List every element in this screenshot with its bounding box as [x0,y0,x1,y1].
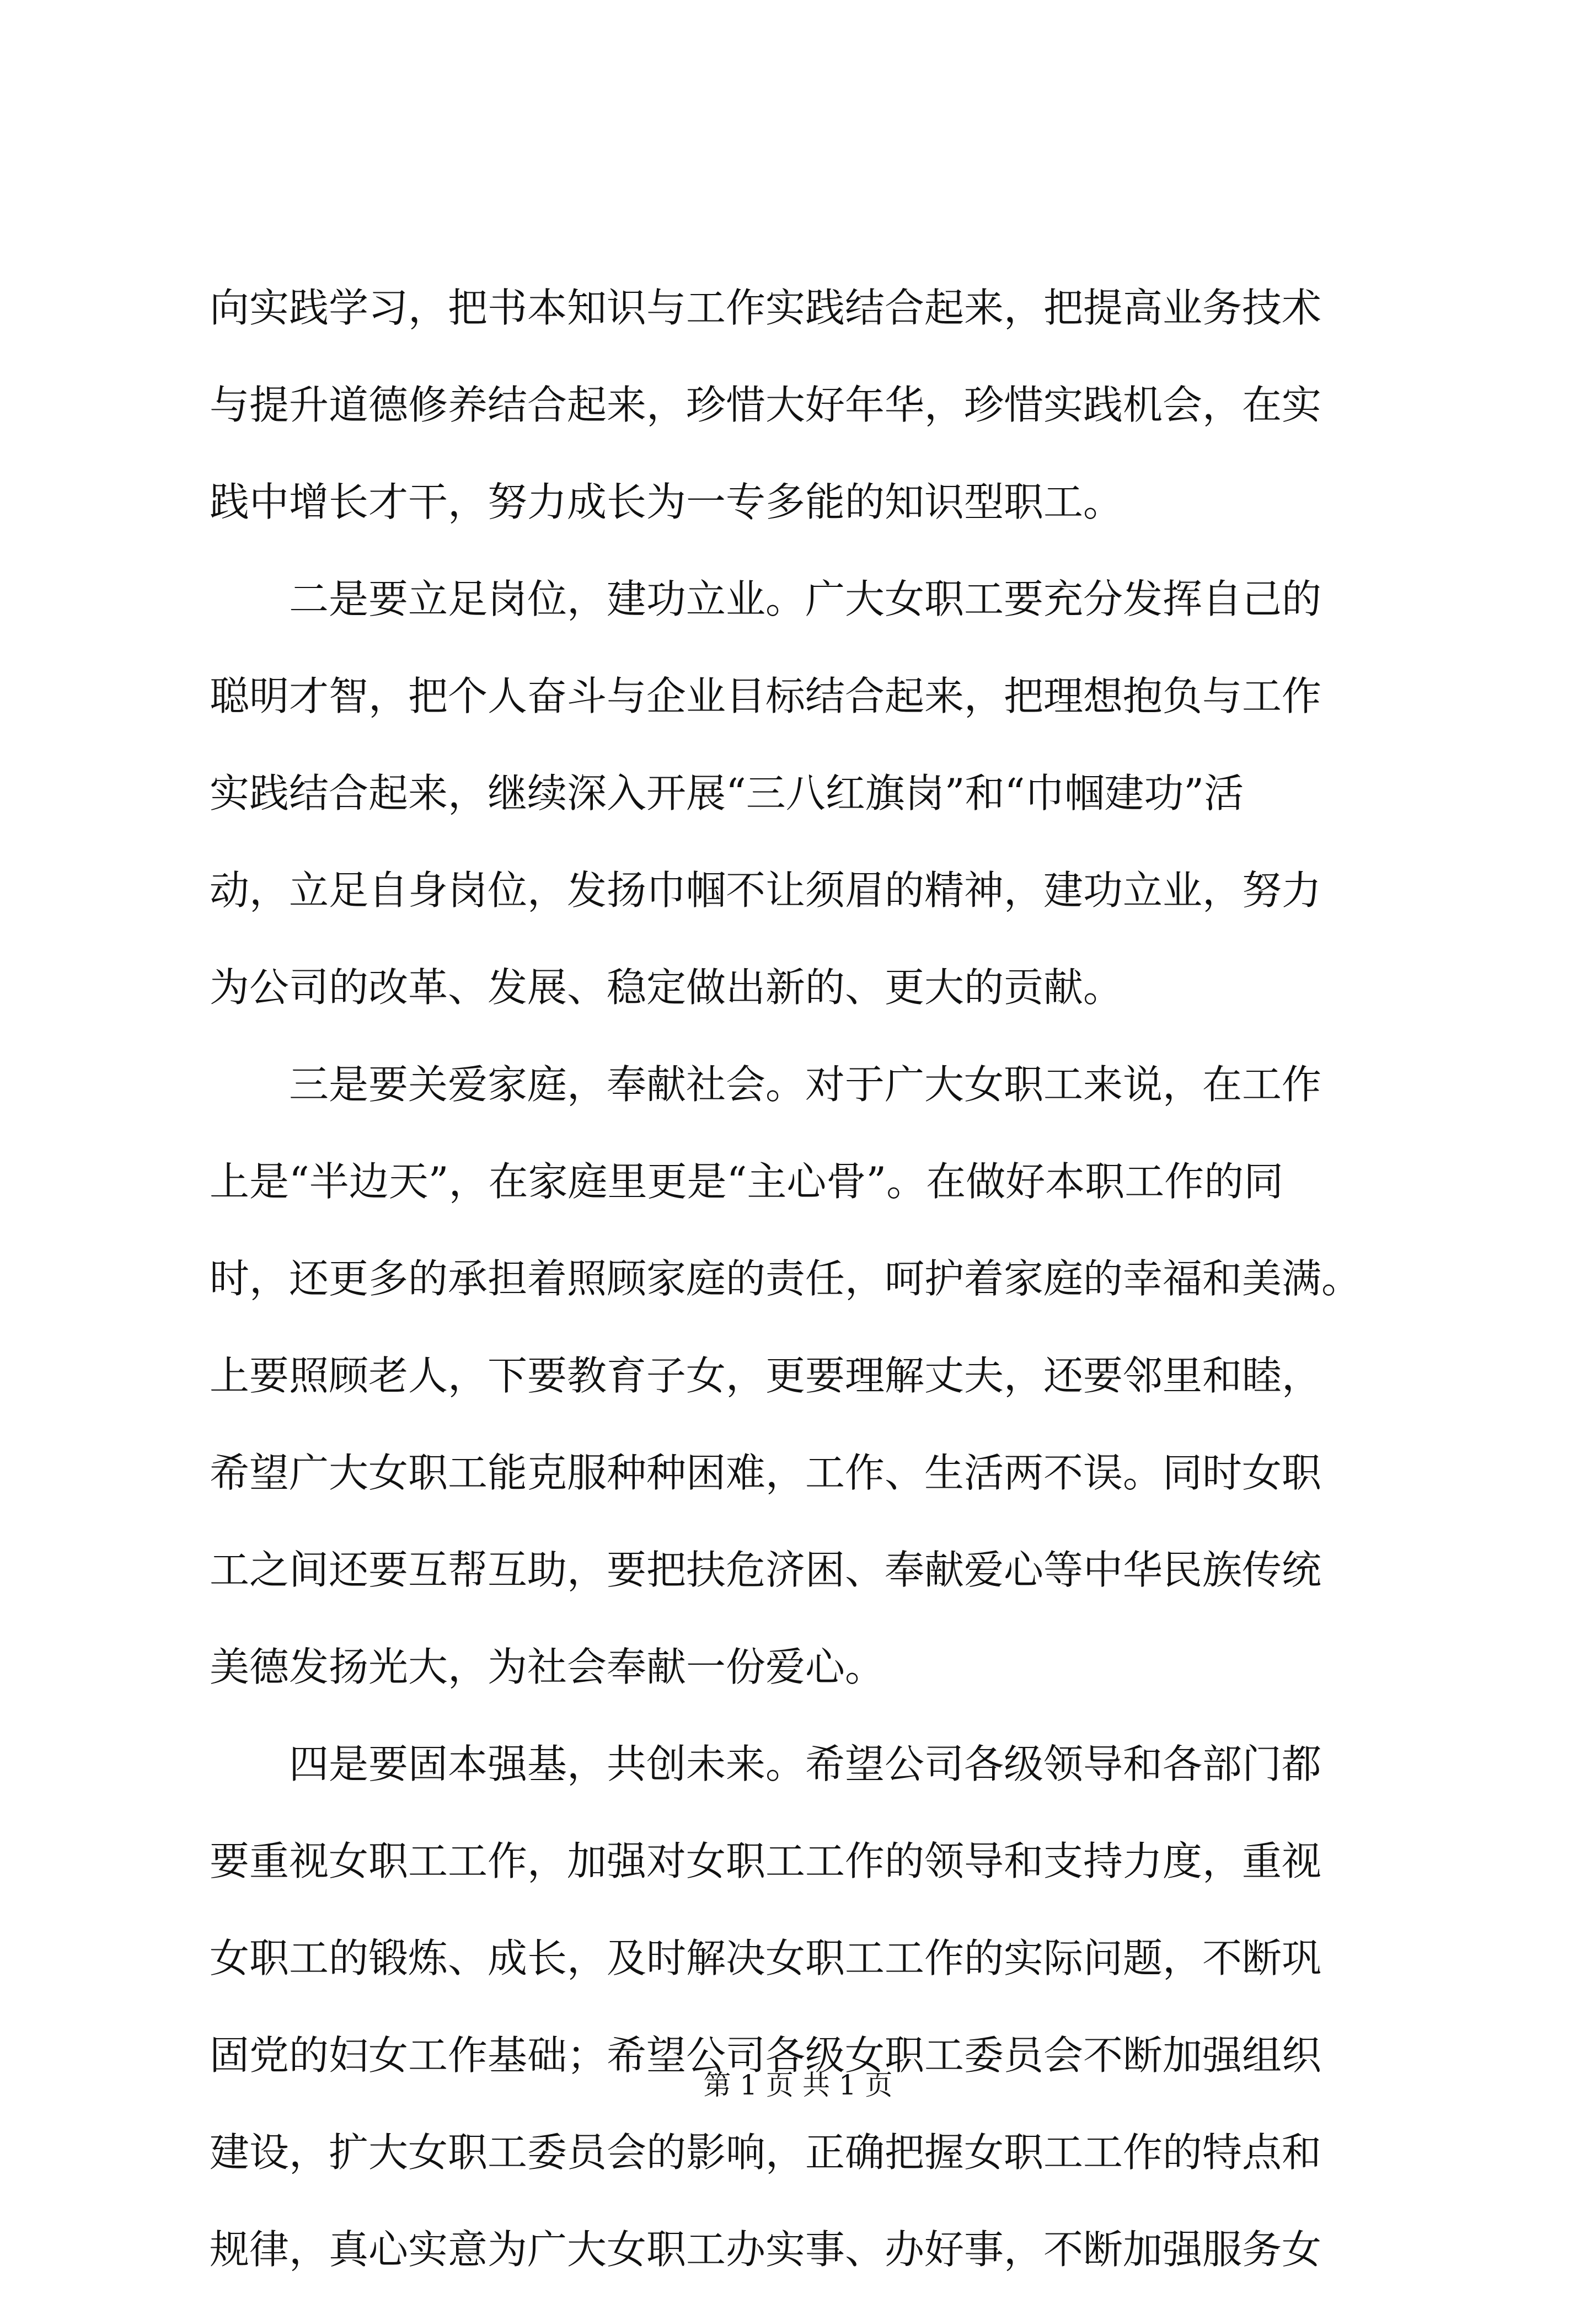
text-line: 希望广大女职工能克服种种困难，工作、生活两不误。同时女职 [210,1450,1322,1496]
text-line: 女职工的锻炼、成长，及时解决女职工工作的实际问题，不断巩 [210,1935,1322,1981]
text-line: 聪明才智，把个人奋斗与企业目标结合起来，把理想抱负与工作 [210,673,1322,719]
text-line: 动，立足自身岗位，发扬巾帼不让须眉的精神，建功立业，努力 [210,867,1322,913]
text-line: 上要照顾老人，下要教育子女，更要理解丈夫，还要邻里和睦， [210,1353,1322,1399]
paragraph-start-line: 二是要立足岗位，建功立业。广大女职工要充分发挥自己的 [289,576,1322,622]
text-line: 与提升道德修养结合起来，珍惜大好年华，珍惜实践机会，在实 [210,382,1322,428]
text-line: 建设，扩大女职工委员会的影响，正确把握女职工工作的特点和 [210,2129,1322,2176]
text-line: 向实践学习，把书本知识与工作实践结合起来，把提高业务技术 [210,285,1322,331]
text-line: 固党的妇女工作基础；希望公司各级女职工委员会不断加强组织 [210,2032,1322,2078]
text-line: 实践结合起来，继续深入开展“三八红旗岗”和“巾帼建功”活 [210,770,1244,816]
paragraph-start-line: 四是要固本强基，共创未来。希望公司各级领导和各部门都 [289,1741,1322,1787]
text-line: 践中增长才干，努力成长为一专多能的知识型职工。 [210,479,1123,525]
text-line: 上是“半边天”，在家庭里更是“主心骨”。在做好本职工作的同 [210,1158,1284,1205]
page-footer: 第 1 页 共 1 页 [703,2069,893,2101]
paragraph-start-line: 三是要关爱家庭，奉献社会。对于广大女职工来说，在工作 [289,1061,1322,1108]
text-line: 时，还更多的承担着照顾家庭的责任，呵护着家庭的幸福和美满。 [210,1255,1362,1302]
body-text [210,259,1395,2298]
text-line: 规律，真心实意为广大女职工办实事、办好事，不断加强服务女 [210,2226,1322,2273]
text-line: 工之间还要互帮互助，要把扶危济困、奉献爱心等中华民族传统 [210,1547,1322,1593]
text-line: 美德发扬光大，为社会奉献一份爱心。 [210,1644,885,1690]
text-line: 为公司的改革、发展、稳定做出新的、更大的贡献。 [210,964,1123,1011]
text-line: 要重视女职工工作，加强对女职工工作的领导和支持力度，重视 [210,1838,1322,1884]
